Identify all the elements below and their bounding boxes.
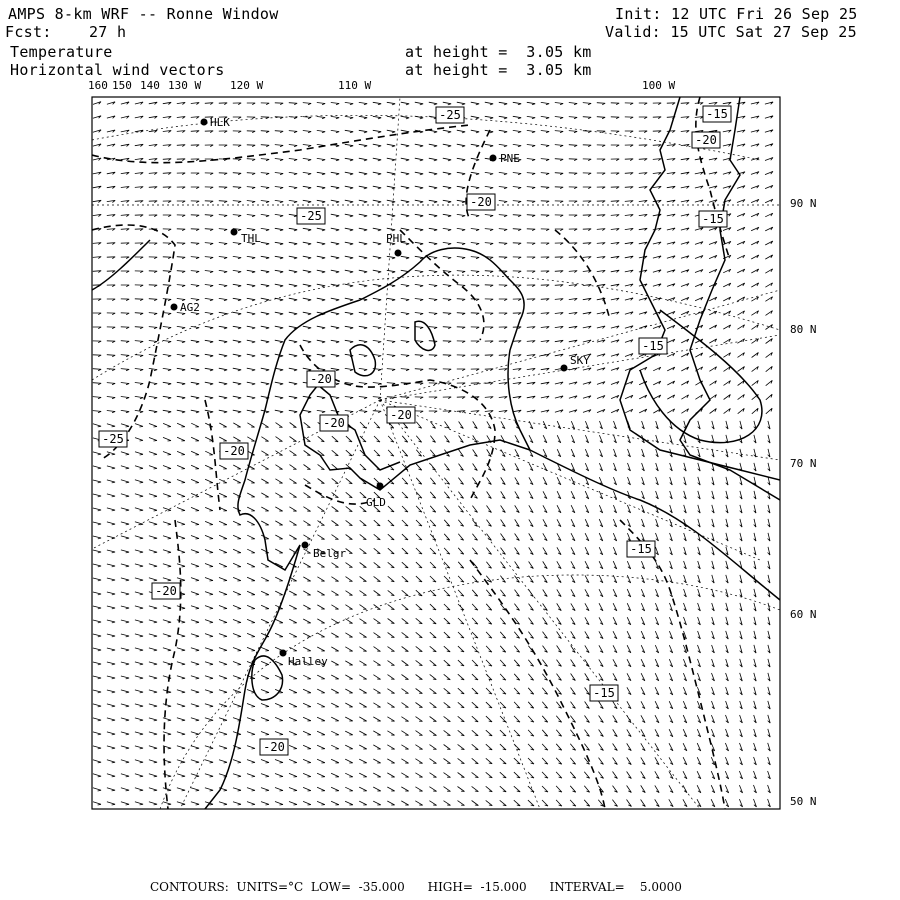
lon-label-100w: 100 W [642, 79, 676, 92]
svg-text:PNE: PNE [500, 152, 520, 165]
station-markers [171, 116, 591, 668]
lon-label-150: 150 [112, 79, 132, 92]
contour-label [590, 685, 618, 701]
svg-text:-20: -20 [695, 133, 717, 147]
svg-text:GLD: GLD [366, 496, 386, 509]
station-phl [386, 232, 406, 257]
contour-label [152, 583, 180, 599]
contour-label [699, 211, 727, 227]
contour-label [436, 107, 464, 123]
valid-time: Valid: 15 UTC Sat 27 Sep 25 [605, 23, 857, 41]
contour-label [320, 415, 348, 431]
field1-level: at height = 3.05 km [405, 43, 592, 61]
contour-label [467, 194, 495, 210]
wind-vector-field [93, 102, 773, 807]
lon-label-140: 140 [140, 79, 160, 92]
contour-label [260, 739, 288, 755]
station-ag2 [171, 301, 200, 314]
latitude-labels [790, 197, 817, 808]
temperature-contours [92, 97, 730, 809]
contour-label [639, 338, 667, 354]
svg-text:-15: -15 [706, 107, 728, 121]
lon-label-160: 160 [88, 79, 108, 92]
forecast-hour: Fcst: 27 h [5, 23, 127, 41]
contour-labels [99, 106, 731, 755]
svg-text:-15: -15 [702, 212, 724, 226]
svg-text:Halley: Halley [288, 655, 328, 668]
svg-text:-20: -20 [263, 740, 285, 754]
lat-label-90n: 90 N [790, 197, 817, 210]
wind-vectors [93, 102, 773, 807]
lon-label-120w: 120 W [230, 79, 264, 92]
contour-label [692, 132, 720, 148]
field1-name: Temperature [10, 43, 113, 61]
svg-text:-20: -20 [223, 444, 245, 458]
svg-text:-25: -25 [300, 209, 322, 223]
field2-name: Horizontal wind vectors [10, 61, 225, 79]
map-title: AMPS 8-km WRF -- Ronne Window [8, 5, 279, 23]
svg-text:PHL: PHL [386, 232, 406, 245]
contour-label [297, 208, 325, 224]
station-pne [490, 152, 520, 165]
contour-label [99, 431, 127, 447]
svg-text:-25: -25 [439, 108, 461, 122]
contour-label [220, 443, 248, 459]
lat-label-60n: 60 N [790, 608, 817, 621]
svg-text:Belgr: Belgr [313, 547, 347, 560]
svg-text:-25: -25 [102, 432, 124, 446]
contour-label [387, 407, 415, 423]
lat-label-50n: 50 N [790, 795, 817, 808]
lat-label-80n: 80 N [790, 323, 817, 336]
svg-text:-15: -15 [593, 686, 615, 700]
svg-text:-15: -15 [630, 542, 652, 556]
station-belgr [302, 542, 347, 561]
svg-text:THL: THL [241, 232, 261, 245]
contour-label [627, 541, 655, 557]
station-halley [280, 650, 329, 669]
station-sky [561, 354, 591, 372]
svg-text:-20: -20 [323, 416, 345, 430]
init-time: Init: 12 UTC Fri 26 Sep 25 [615, 5, 858, 23]
svg-text:-15: -15 [642, 339, 664, 353]
field2-level: at height = 3.05 km [405, 61, 592, 79]
lat-label-70n: 70 N [790, 457, 817, 470]
svg-text:-20: -20 [310, 372, 332, 386]
longitude-labels [88, 79, 675, 92]
station-hlk [201, 116, 231, 129]
contour-label [307, 371, 335, 387]
svg-text:HLK: HLK [210, 116, 230, 129]
svg-text:-20: -20 [390, 408, 412, 422]
contour-label [703, 106, 731, 122]
station-gld [366, 483, 386, 510]
svg-text:-20: -20 [470, 195, 492, 209]
lon-label-110w: 110 W [338, 79, 372, 92]
contour-info-footer: CONTOURS: UNITS=°C LOW= -35.000 HIGH= -15.000 INTERVAL= 5.0000 [150, 880, 682, 894]
lon-label-130w: 130 W [168, 79, 202, 92]
svg-text:-20: -20 [155, 584, 177, 598]
svg-text:SKY: SKY [570, 354, 590, 367]
svg-text:AG2: AG2 [180, 301, 200, 314]
